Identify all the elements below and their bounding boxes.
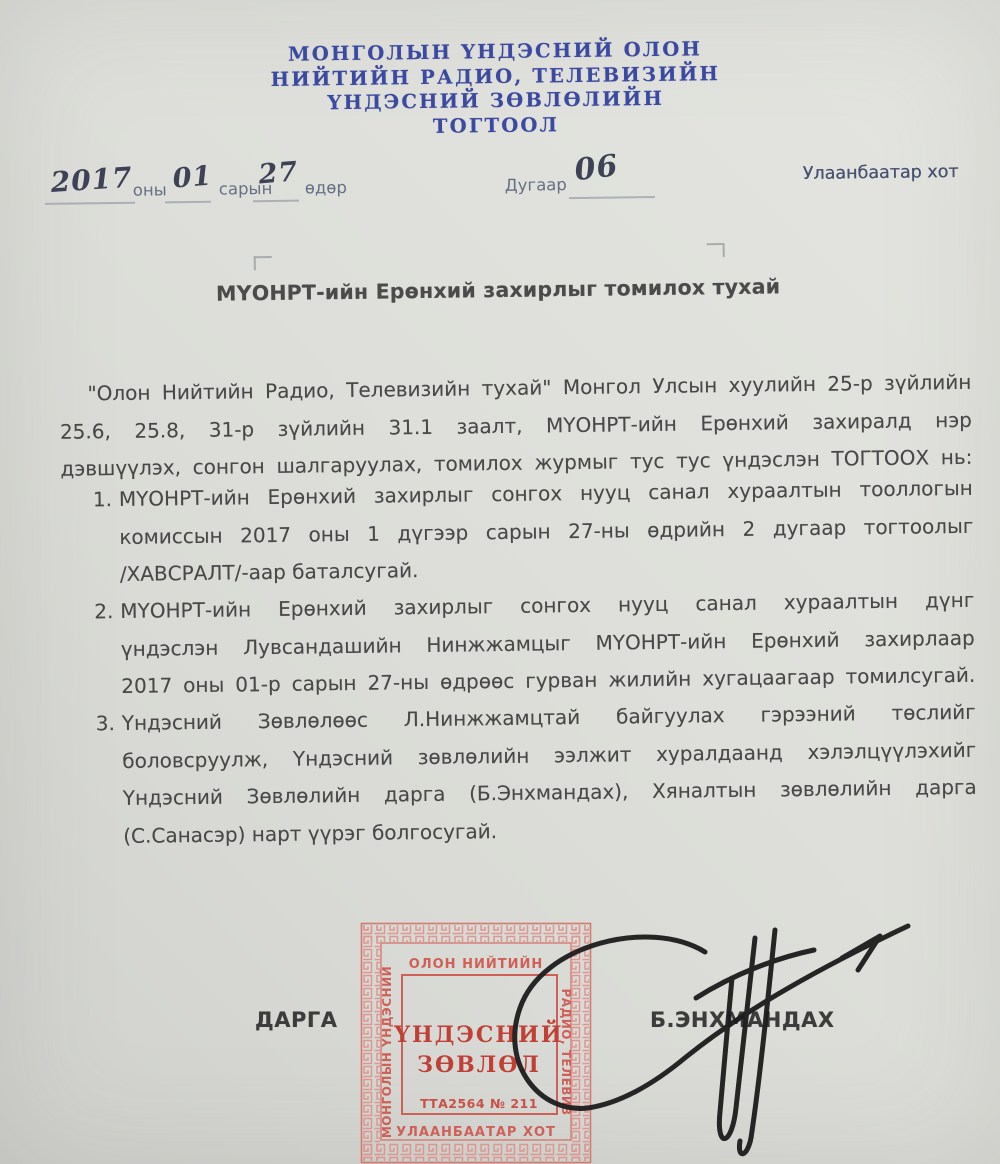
date-year-label: оны	[132, 180, 167, 200]
day-underline	[253, 200, 299, 203]
chairman-role-label: ДАРГА	[255, 1008, 338, 1032]
decree-number-label: Дугаар	[504, 175, 567, 195]
item-line: МҮОНРТ-ийн Ерөнхий захирлыг сонгох нууц санал хураалтын тооллогын	[118, 475, 973, 511]
letterhead-line: ҮНДЭСНИЙ ЗӨВЛӨЛИЙН	[327, 86, 665, 115]
item-line: 2017 оны 01-р сарын 27-ны өдрөөс гурван жилийн хугацаагаар томилсугай.	[121, 662, 976, 698]
decree-item-2	[94, 582, 975, 706]
letterhead	[195, 36, 796, 142]
letterhead-line: МОНГОЛЫН ҮНДЭСНИЙ ОЛОН	[287, 37, 703, 66]
date-year-handwritten: 2017	[49, 160, 134, 199]
preamble-line: 25.6, 25.8, 31-р зүйлийн 31.1 заалт, МҮОНРТ-ийн Ерөнхий захиралд нэр	[59, 407, 973, 444]
stamp-registration-number: ТТА2564 № 211	[420, 1096, 538, 1111]
date-month-handwritten: 01	[171, 160, 214, 195]
stamp-top-text: ОЛОН НИЙТИЙН	[408, 957, 544, 972]
item-line: комиссын 2017 оны 1 дүгээр сарын 27-ны өдрийн 2 дугаар тогтоолыг	[119, 513, 974, 549]
preamble-line: дэвшүүлэх, сонгон шалгаруулах, томилох журмыг тус тус үндэслэн ТОГТООХ нь:	[60, 444, 973, 481]
preamble-line: "Олон Нийтийн Радио, Телевизийн тухай" Монгол Улсын хуулийн 25-р зүйлийн	[87, 369, 972, 406]
stamp-center-line1: ҮНДЭСНИЙ	[394, 1022, 564, 1048]
item-line: (С.Санасэр) нарт үүрэг болгосугай.	[123, 818, 498, 848]
city-label: Улаанбаатар хот	[802, 161, 959, 185]
signature-ink	[470, 898, 930, 1164]
decree-number-handwritten: 06	[572, 148, 621, 189]
item-line: Үндэсний Зөвлөлийн дарга (Б.Энхмандах), Хяналтын зөвлөлийн дарга	[122, 774, 977, 810]
crop-mark-left	[254, 256, 272, 270]
item-number: 2.	[94, 599, 114, 624]
number-underline	[569, 196, 655, 199]
stamp-right-text: РАДИО, ТЕЛЕВИЗ	[559, 988, 573, 1116]
date-day-label: өдөр	[304, 177, 348, 198]
letterhead-line: НИЙТИЙН РАДИО, ТЕЛЕВИЗИЙН	[270, 61, 721, 91]
date-month-label: сарын	[218, 178, 273, 199]
decree-item-1	[93, 470, 974, 594]
signature-stroke	[515, 926, 908, 1154]
item-line: боловсруулж, Үндэсний зөвлөлийн ээлжит хуралдаанд хэлэлцүүлэхийг	[122, 737, 977, 773]
item-number: 1.	[92, 487, 113, 512]
year-underline	[45, 202, 135, 205]
preamble-paragraph	[59, 364, 972, 488]
stamp-bottom-text: УЛААНБААТАР ХОТ	[396, 1125, 556, 1140]
decree-item-3	[96, 694, 978, 856]
stamp-left-text: МОНГОЛЫН ҮНДЭСНИЙ	[380, 965, 394, 1139]
chairman-name: Б.ЭНХМАНДАХ	[650, 1008, 835, 1032]
item-line: МҮОНРТ-ийн Ерөнхий захирлыг сонгох нууц санал хураалтын дүнг	[120, 587, 975, 623]
item-line: /ХАВСРАЛТ/-аар баталсугай.	[119, 558, 419, 586]
item-line: Үндэсний Зөвлөлөөс Л.Нинжжамцтай байгуулах гэрээний төслийг	[121, 699, 976, 735]
document-title: МҮОНРТ-ийн Ерөнхий захирлыг томилох тухай	[215, 274, 781, 306]
item-number: 3.	[95, 711, 116, 736]
date-day-handwritten: 27	[257, 156, 300, 191]
letterhead-line: ТОГТООЛ	[432, 112, 560, 138]
month-underline	[165, 201, 211, 204]
stamp-center-line2: ЗӨВЛӨЛ	[417, 1052, 541, 1078]
crop-mark-right	[707, 243, 725, 257]
item-line: үндэслэн Лувсандашийн Нинжжамцыг МҮОНРТ-ийн Ерөнхий захирлаар	[120, 625, 975, 661]
